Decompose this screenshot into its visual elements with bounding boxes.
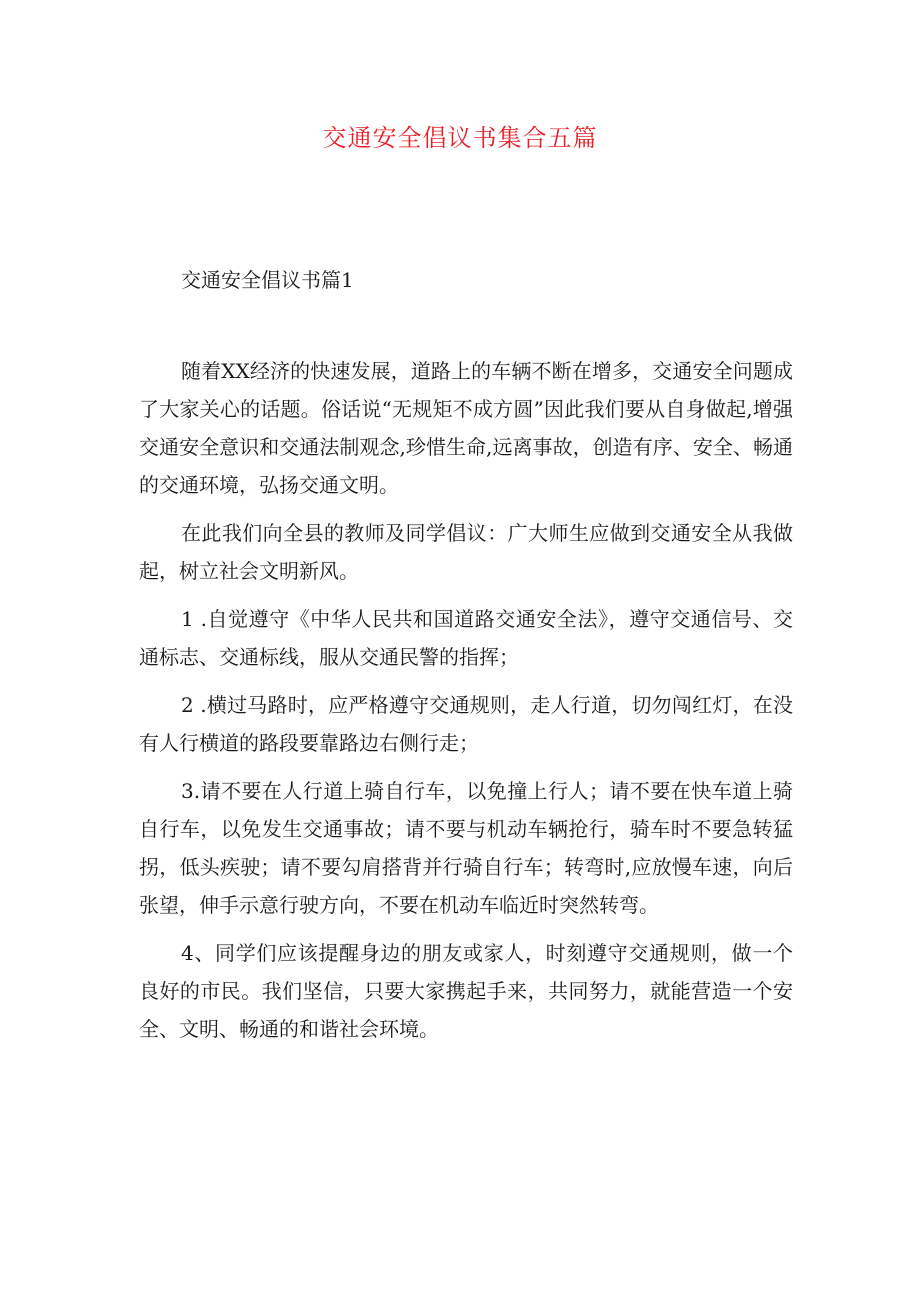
paragraph-proposal: 在此我们向全县的教师及同学倡议：广大师生应做到交通安全从我做起，树立社会文明新风。 bbox=[139, 521, 793, 583]
paragraph-item-2: 2 .横过马路时，应严格遵守交通规则，走人行道，切勿闯红灯，在没有人行横道的路段要靠路边右侧行走； bbox=[139, 693, 793, 755]
document-body bbox=[139, 352, 793, 1058]
paragraph-item-4: 4、同学们应该提醒身边的朋友或家人，时刻遵守交通规则，做一个良好的市民。我们坚信，只要大家携起手来，共同努力，就能营造一个安全、文明、畅通的和谐社会环境。 bbox=[139, 941, 793, 1041]
document-title: 交通安全倡议书集合五篇 bbox=[322, 124, 598, 152]
paragraph-item-3: 3.请不要在人行道上骑自行车，以免撞上行人；请不要在快车道上骑自行车，以免发生交通事故；请不要与机动车辆抢行，骑车时不要急转猛拐，低头疾驶；请不要勾肩搭背并行骑自行车；转弯时,应放慢车速，向后张望，伸手示意行驶方向，不要在机动车临近时突然转弯。 bbox=[139, 779, 793, 917]
section-heading: 交通安全倡议书篇1 bbox=[181, 268, 354, 292]
paragraph-item-1: 1 .自觉遵守《中华人民共和国道路交通安全法》，遵守交通信号、交通标志、交通标线，服从交通民警的指挥； bbox=[139, 607, 793, 669]
paragraph-intro: 随着XX经济的快速发展，道路上的车辆不断在增多，交通安全问题成了大家关心的话题。俗话说“无规矩不成方圆”因此我们要从自身做起,增强交通安全意识和交通法制观念,珍惜生命,远离事故，创造有序、安全、畅通的交通环境，弘扬交通文明。 bbox=[139, 359, 793, 497]
